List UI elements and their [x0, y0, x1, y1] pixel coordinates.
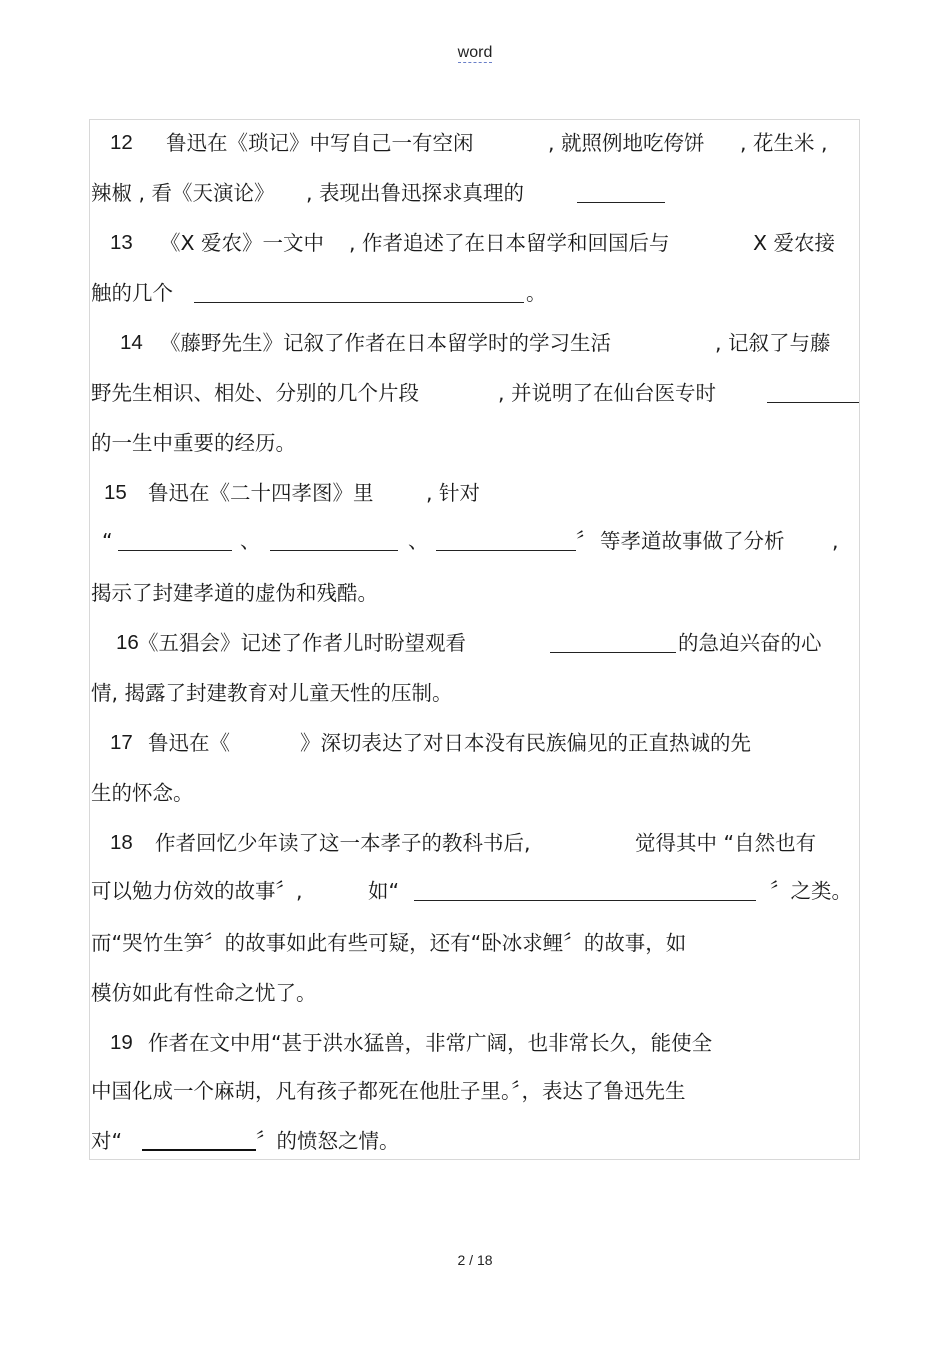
question-text: , 表现出鲁迅探求真理的	[306, 181, 525, 205]
question-number: 19	[110, 1031, 133, 1054]
question-text: 鲁迅在《	[148, 731, 230, 755]
question-text: , 针对	[426, 481, 481, 505]
question-text: 中国化成一个麻胡，凡有孩子都死在他肚子里。〞，表达了鲁迅先生	[91, 1079, 686, 1103]
question-text: , 并说明了在仙台医专时	[498, 381, 717, 405]
question-text: 的一生中重要的经历。	[91, 431, 296, 455]
question-text: 鲁迅在《琐记》中写自己一有空闲	[166, 131, 474, 155]
answer-blank[interactable]	[270, 528, 398, 551]
answer-blank[interactable]	[414, 878, 756, 901]
content-frame	[89, 119, 860, 1160]
answer-blank[interactable]	[577, 180, 665, 203]
answer-blank[interactable]	[194, 280, 524, 303]
answer-blank[interactable]	[142, 1127, 256, 1151]
question-text: 辣椒 , 看《天演论》	[91, 181, 275, 205]
question-text: 可以勉力仿效的故事〞,	[91, 879, 303, 903]
answer-blank[interactable]	[767, 380, 859, 403]
question-text: 《五猖会》记述了作者儿时盼望观看	[138, 631, 466, 655]
question-text: , 花生米 ,	[740, 131, 828, 155]
question-text: 觉得其中 “自然也有	[635, 831, 817, 855]
question-text: 模仿如此有性命之忧了。	[91, 981, 317, 1005]
question-text: 、	[408, 529, 429, 553]
question-number: 12	[110, 131, 133, 154]
page-number: 2 / 18	[457, 1252, 493, 1268]
question-text: 》深切表达了对日本没有民族偏见的正直热诚的先	[300, 731, 751, 755]
question-text: 〞的愤怒之情。	[256, 1129, 400, 1153]
page-header	[0, 44, 950, 62]
question-text: 《藤野先生》记叙了作者在日本留学时的学习生活	[160, 331, 611, 355]
question-text: 《X 爱农》一文中	[160, 231, 325, 255]
question-text: 的急迫兴奋的心	[678, 631, 822, 655]
question-number: 13	[110, 231, 133, 254]
question-text: 作者在文中用“甚于洪水猛兽，非常广阔，也非常长久，能使全	[148, 1031, 713, 1055]
question-text: 等孝道故事做了分析	[600, 529, 785, 553]
question-number: 15	[104, 481, 127, 504]
question-text: 而“哭竹生笋〞的故事如此有些可疑，还有“卧冰求鲤〞的故事，如	[91, 931, 687, 955]
question-text: 对“	[91, 1129, 123, 1153]
question-text: , 就照例地吃侉饼	[548, 131, 705, 155]
answer-blank[interactable]	[550, 630, 676, 653]
question-text: 揭示了封建孝道的虚伪和残酷。	[91, 581, 378, 605]
question-text: 、	[240, 529, 261, 553]
answer-blank[interactable]	[436, 528, 576, 551]
question-text: X 爱农接	[753, 231, 836, 255]
question-number: 16	[116, 631, 139, 654]
question-text: , 记叙了与藤	[715, 331, 831, 355]
question-text: 触的几个	[91, 281, 173, 305]
question-number: 14	[120, 331, 143, 354]
question-text: 生的怀念。	[91, 781, 194, 805]
header-title: word	[457, 44, 493, 61]
question-text: 野先生相识、相处、分别的几个片段	[91, 381, 419, 405]
question-text: 鲁迅在《二十四孝图》里	[148, 481, 374, 505]
question-text: 作者回忆少年读了这一本孝子的教科书后,	[155, 831, 531, 855]
question-number: 18	[110, 831, 133, 854]
page-footer	[0, 1252, 950, 1268]
question-text: “	[102, 529, 113, 553]
question-text: 如“	[368, 879, 400, 903]
question-text: 。	[526, 281, 547, 305]
question-number: 17	[110, 731, 133, 754]
question-text: ,	[832, 529, 839, 553]
question-text: 〞	[576, 529, 597, 553]
answer-blank[interactable]	[118, 528, 232, 551]
question-text: 情, 揭露了封建教育对儿童天性的压制。	[91, 681, 453, 705]
question-text: , 作者追述了在日本留学和回国后与	[349, 231, 670, 255]
question-text: 〞之类。	[770, 879, 852, 903]
